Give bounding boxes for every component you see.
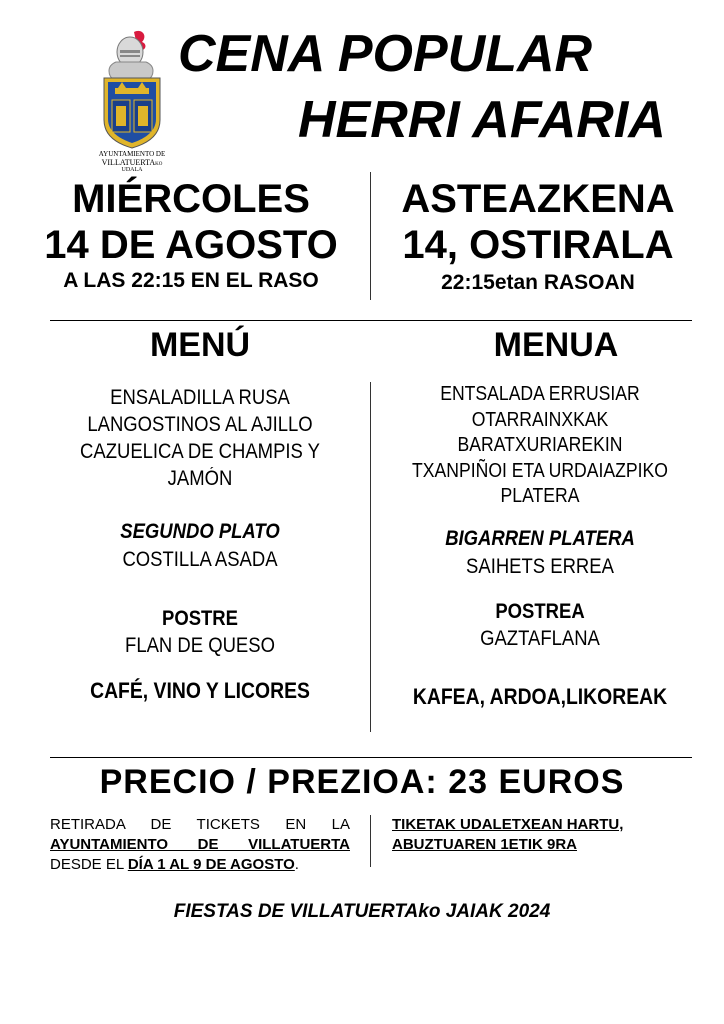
drinks-spanish: CAFÉ, VINO Y LICORES <box>90 678 310 703</box>
starter-item: BARATXURIAREKIN <box>457 434 623 456</box>
tickets-es-dates: DÍA 1 AL 9 DE AGOSTO <box>127 856 295 873</box>
starter-item: ENSALADILLA RUSA <box>110 386 290 409</box>
second-course-title-spanish: SEGUNDO PLATO <box>120 520 280 543</box>
tickets-eu-line2: ABUZTUAREN 1ETIK 9RA <box>392 836 578 853</box>
tickets-es-line3-prefix: DESDE EL <box>50 856 128 873</box>
separator-bottom <box>50 757 692 758</box>
price-line: PRECIO / PREZIOA: 23 EUROS <box>99 763 625 801</box>
tickets-es-line3 <box>50 855 350 875</box>
dessert-spanish: FLAN DE QUESO <box>125 634 275 657</box>
coat-of-arms-icon <box>96 26 168 156</box>
title-basque: HERRI AFARIA <box>298 91 666 149</box>
logo-caption-town: VILLATUERTA <box>101 158 156 167</box>
tickets-info-spanish <box>50 815 350 875</box>
date-spanish: 14 DE AGOSTO <box>44 223 338 267</box>
dessert-title-basque: POSTREA <box>495 600 585 623</box>
footer-fiestas: FIESTAS DE VILLATUERTAko JAIAK 2024 <box>173 901 551 922</box>
logo-caption-line3: UDALA <box>121 167 143 173</box>
title-spanish: CENA POPULAR <box>178 25 593 83</box>
starter-item: TXANPIÑOI ETA URDAIAZPIKO <box>412 459 668 482</box>
time-spanish: A LAS 22:15 EN EL RASO <box>63 269 319 292</box>
menu-basque <box>390 382 690 510</box>
menu-heading-basque: MENUA <box>493 326 619 364</box>
tickets-info-basque <box>392 815 682 855</box>
starter-item: JAMÓN <box>167 467 233 490</box>
tickets-es-line3-suffix: . <box>294 856 299 873</box>
day-basque: ASTEAZKENA <box>401 177 675 221</box>
time-basque: 22:15etan RASOAN <box>441 271 635 294</box>
menu-heading-spanish: MENÚ <box>149 326 251 364</box>
town-coat-of-arms-logo <box>96 26 168 176</box>
day-spanish: MIÉRCOLES <box>72 177 310 221</box>
starter-item: OTARRAINXKAK <box>471 408 609 431</box>
menu-divider <box>370 382 371 732</box>
date-basque: 14, OSTIRALA <box>402 223 674 267</box>
logo-caption-suffix: KO <box>155 162 163 167</box>
tickets-es-line1: RETIRADA DE TICKETS EN LA <box>50 816 350 833</box>
separator-top <box>50 320 692 321</box>
drinks-basque: KAFEA, ARDOA,LIKOREAK <box>412 684 668 709</box>
logo-caption-line1: AYUNTAMIENTO DE <box>98 150 166 158</box>
menu-spanish <box>50 384 350 492</box>
starter-item: ENTSALADA ERRUSIAR <box>440 383 640 405</box>
date-block-spanish <box>20 176 362 294</box>
second-course-spanish: COSTILLA ASADA <box>122 548 278 571</box>
date-block-basque <box>376 176 700 296</box>
tickets-divider <box>370 815 371 867</box>
second-course-title-basque: BIGARREN PLATERA <box>445 527 635 550</box>
starter-item: PLATERA <box>500 485 580 507</box>
starter-item: LANGOSTINOS AL AJILLO <box>87 413 313 436</box>
tickets-eu-line1: TIKETAK UDALETXEAN HARTU, <box>392 816 624 833</box>
header-divider <box>370 172 371 300</box>
dessert-basque: GAZTAFLANA <box>480 627 600 650</box>
starter-item: CAZUELICA DE CHAMPIS Y <box>80 440 320 463</box>
dessert-title-spanish: POSTRE <box>161 607 238 630</box>
tickets-es-line2: AYUNTAMIENTO DE VILLATUERTA <box>50 836 350 853</box>
second-course-basque: SAIHETS ERREA <box>466 555 614 578</box>
